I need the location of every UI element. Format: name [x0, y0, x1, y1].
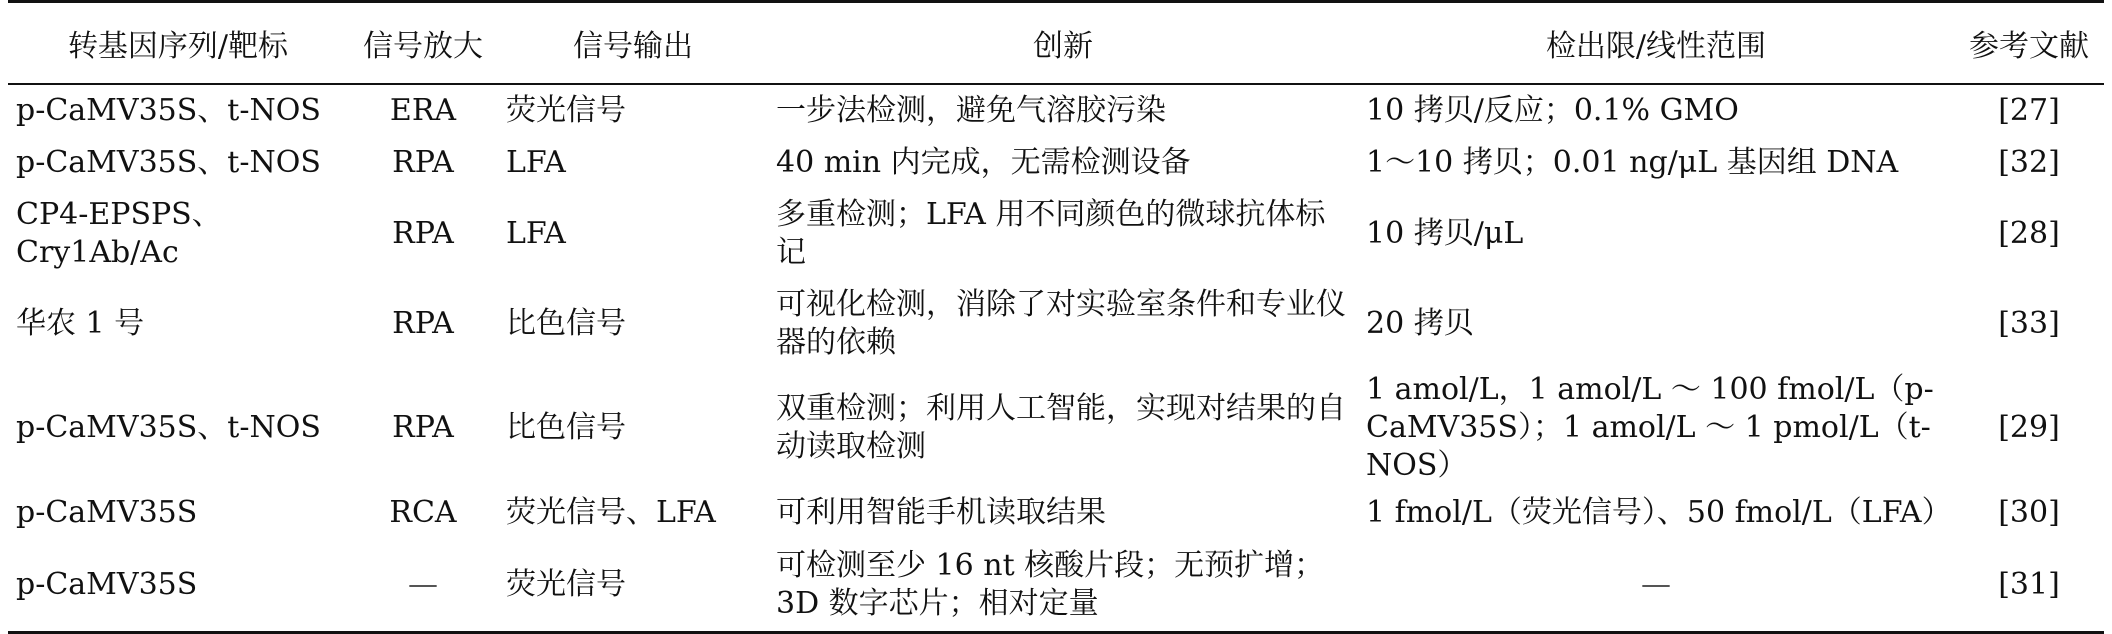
cell-amplification: RPA	[392, 306, 454, 341]
gmo-detection-table	[8, 0, 2104, 634]
table-row	[8, 279, 2104, 369]
cell-reference: [30]	[1998, 495, 2060, 530]
cell-lod: 10 拷贝/μL	[1366, 216, 1524, 251]
cell-reference: [28]	[1998, 216, 2060, 251]
header-reference: 参考文献	[1969, 29, 2089, 64]
table-row	[8, 137, 2104, 189]
cell-target: 华农 1 号	[16, 306, 145, 341]
table-row	[8, 84, 2104, 137]
cell-innovation: 一步法检测，避免气溶胶污染	[776, 93, 1166, 128]
table-header	[8, 2, 2104, 85]
cell-output: 荧光信号、LFA	[506, 495, 716, 530]
table-body	[8, 84, 2104, 633]
cell-amplification: RCA	[389, 495, 457, 530]
cell-target: CP4-EPSPS、Cry1Ab/Ac	[16, 197, 222, 270]
cell-lod: 1 amol/L，1 amol/L ～ 100 fmol/L（p-CaMV35S）；1 amol/L ～ 1 pmol/L（t-NOS）	[1366, 372, 1934, 483]
cell-target: p-CaMV35S	[16, 495, 198, 530]
cell-reference: [31]	[1998, 567, 2060, 602]
cell-amplification: —	[408, 567, 438, 602]
header-innovation: 创新	[1033, 29, 1093, 64]
cell-amplification: ERA	[389, 93, 457, 128]
cell-lod: —	[1641, 567, 1671, 602]
cell-reference: [27]	[1998, 93, 2060, 128]
cell-target: p-CaMV35S、t-NOS	[16, 145, 321, 180]
cell-lod: 1 fmol/L（荧光信号）、50 fmol/L（LFA）	[1366, 495, 1952, 530]
cell-innovation: 可检测至少 16 nt 核酸片段；无预扩增；3D 数字芯片；相对定量	[776, 548, 1325, 621]
header-output: 信号输出	[573, 29, 693, 64]
cell-output: LFA	[506, 216, 566, 251]
cell-output: 比色信号	[506, 410, 626, 445]
cell-target: p-CaMV35S	[16, 567, 198, 602]
cell-output: LFA	[506, 145, 566, 180]
header-amplification: 信号放大	[363, 29, 483, 64]
cell-target: p-CaMV35S、t-NOS	[16, 410, 321, 445]
cell-output: 荧光信号	[506, 93, 626, 128]
header-row	[8, 2, 2104, 85]
cell-innovation: 多重检测；LFA 用不同颜色的微球抗体标记	[776, 197, 1326, 270]
header-lod: 检出限/线性范围	[1545, 29, 1767, 64]
cell-reference: [29]	[1998, 410, 2060, 445]
cell-reference: [32]	[1998, 145, 2060, 180]
cell-lod: 20 拷贝	[1366, 306, 1474, 341]
cell-innovation: 可利用智能手机读取结果	[776, 495, 1106, 530]
cell-lod: 1～10 拷贝；0.01 ng/μL 基因组 DNA	[1366, 145, 1899, 180]
cell-innovation: 可视化检测，消除了对实验室条件和专业仪器的依赖	[776, 287, 1346, 360]
cell-output: 比色信号	[506, 306, 626, 341]
cell-amplification: RPA	[392, 216, 454, 251]
cell-amplification: RPA	[392, 145, 454, 180]
cell-reference: [33]	[1998, 306, 2060, 341]
cell-target: p-CaMV35S、t-NOS	[16, 93, 321, 128]
gmo-detection-table-container	[8, 0, 2104, 634]
table-row	[8, 369, 2104, 487]
table-row	[8, 487, 2104, 539]
cell-lod: 10 拷贝/反应；0.1% GMO	[1366, 93, 1739, 128]
table-row	[8, 539, 2104, 633]
header-target: 转基因序列/靶标	[67, 29, 289, 64]
table-row	[8, 189, 2104, 279]
cell-innovation: 双重检测；利用人工智能，实现对结果的自动读取检测	[776, 391, 1346, 464]
cell-output: 荧光信号	[506, 567, 626, 602]
cell-amplification: RPA	[392, 410, 454, 445]
cell-innovation: 40 min 内完成，无需检测设备	[776, 145, 1191, 180]
